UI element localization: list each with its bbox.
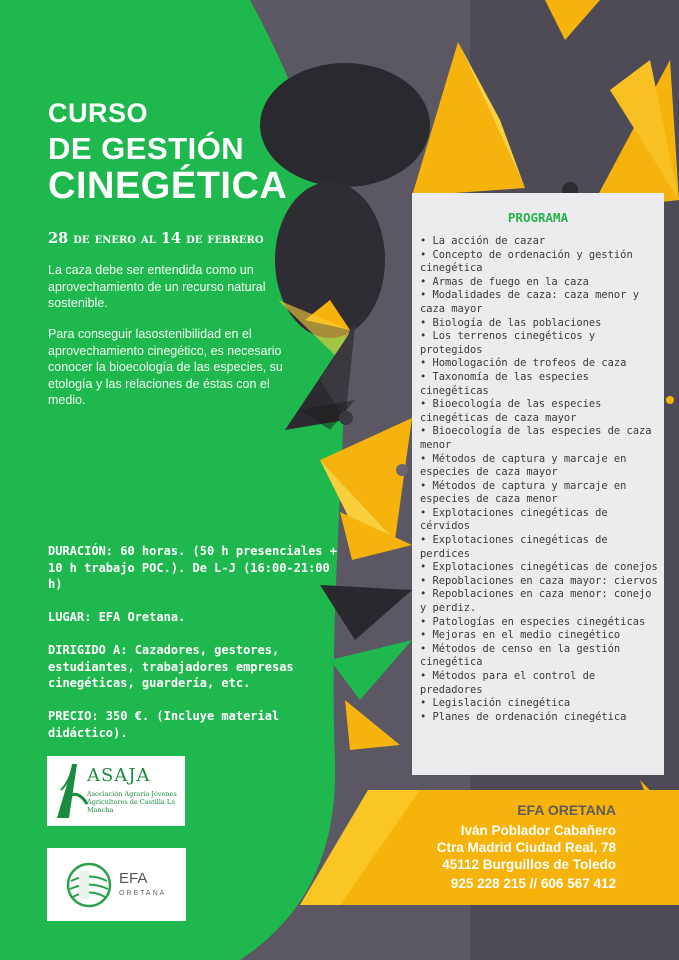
asaja-emblem-icon [51,760,91,822]
program-item: • Legislación cinegética [420,697,662,711]
program-item: • Taxonomía de las especies cinegéticas [420,371,662,398]
intro-paragraph-1: La caza debe ser entendida como un aprovechamiento de un recurso natural sostenible. [48,263,266,310]
program-item: • Planes de ordenación cinegética [420,711,662,725]
efa-name: EFA [119,870,148,887]
program-item: • Métodos para el control de predadores [420,670,662,697]
program-item: • Mejoras en el medio cinegético [420,629,662,643]
contact-address-line-2: 45112 Burguillos de Toledo [442,857,616,872]
course-duration: DURACIÓN: 60 horas. (50 h presenciales + 10 h trabajo POC.). De L-J (16:00-21:00 h) [48,544,337,591]
course-title-line-3: CINEGÉTICA [48,165,288,207]
program-item: • Homologación de trofeos de caza [420,357,662,371]
efa-globe-icon [65,861,113,909]
program-list [420,235,662,724]
efa-subtitle: ORETANA [119,890,167,897]
program-item: • Bioecología de las especies de caza menor [420,425,662,452]
contact-address-line-1: Ctra Madrid Ciudad Real, 78 [436,840,616,855]
program-panel [412,193,664,775]
contact-phone: 925 228 215 // 606 567 412 [450,876,616,891]
course-dates: 28 de enero al 14 de febrero [48,230,264,247]
asaja-name: ASAJA [87,765,151,786]
program-item: • Armas de fuego en la caza [420,276,662,290]
course-audience: DIRIGIDO A: Cazadores, gestores, estudiantes, trabajadores empresas cinegéticas, guardería, etc. [48,643,294,690]
program-item: • Patologías en especies cinegéticas [420,616,662,630]
program-item: • Repoblaciones en caza mayor: ciervos [420,575,662,589]
program-item: • Modalidades de caza: caza menor y caza mayor [420,289,662,316]
program-item: • Métodos de captura y marcaje en especies de caza menor [420,480,662,507]
program-item: • Explotaciones cinegéticas de perdices [420,534,662,561]
program-item: • La acción de cazar [420,235,662,249]
program-item: • Biología de las poblaciones [420,317,662,331]
intro-paragraph-2: Para conseguir lasostenibilidad en el aprovechamiento cinegético, es necesario conocer la bioecología de las especies, su etología y las relaciones de éstas con el medio. [48,327,283,407]
program-item: • Métodos de captura y marcaje en especies de caza mayor [420,453,662,480]
contact-name: Iván Poblador Cabañero [460,823,616,838]
program-item: • Concepto de ordenación y gestión cinegética [420,249,662,276]
program-item: • Métodos de censo en la gestión cinegética [420,643,662,670]
program-item: • Explotaciones cinegéticas de cérvidos [420,507,662,534]
program-title: PROGRAMA [507,210,569,225]
asaja-logo [47,756,185,826]
course-price: PRECIO: 350 €. (Incluye material didáctico). [48,709,280,740]
asaja-subtitle: Asociación Agraria Jóvenes Agricultores de Castilla La Mancha [87,790,177,814]
program-item: • Bioecología de las especies cinegéticas de caza mayor [420,398,662,425]
course-title-line-2: DE GESTIÓN [48,131,245,166]
program-item: • Repoblaciones en caza menor: conejo y perdiz. [420,588,662,615]
efa-oretana-logo [47,848,186,921]
course-title-line-1: CURSO [48,98,149,128]
contact-title: EFA ORETANA [517,802,616,818]
course-place: LUGAR: EFA Oretana. [48,610,186,624]
program-item: • Los terrenos cinegéticos y protegidos [420,330,662,357]
program-item: • Explotaciones cinegéticas de conejos [420,561,662,575]
